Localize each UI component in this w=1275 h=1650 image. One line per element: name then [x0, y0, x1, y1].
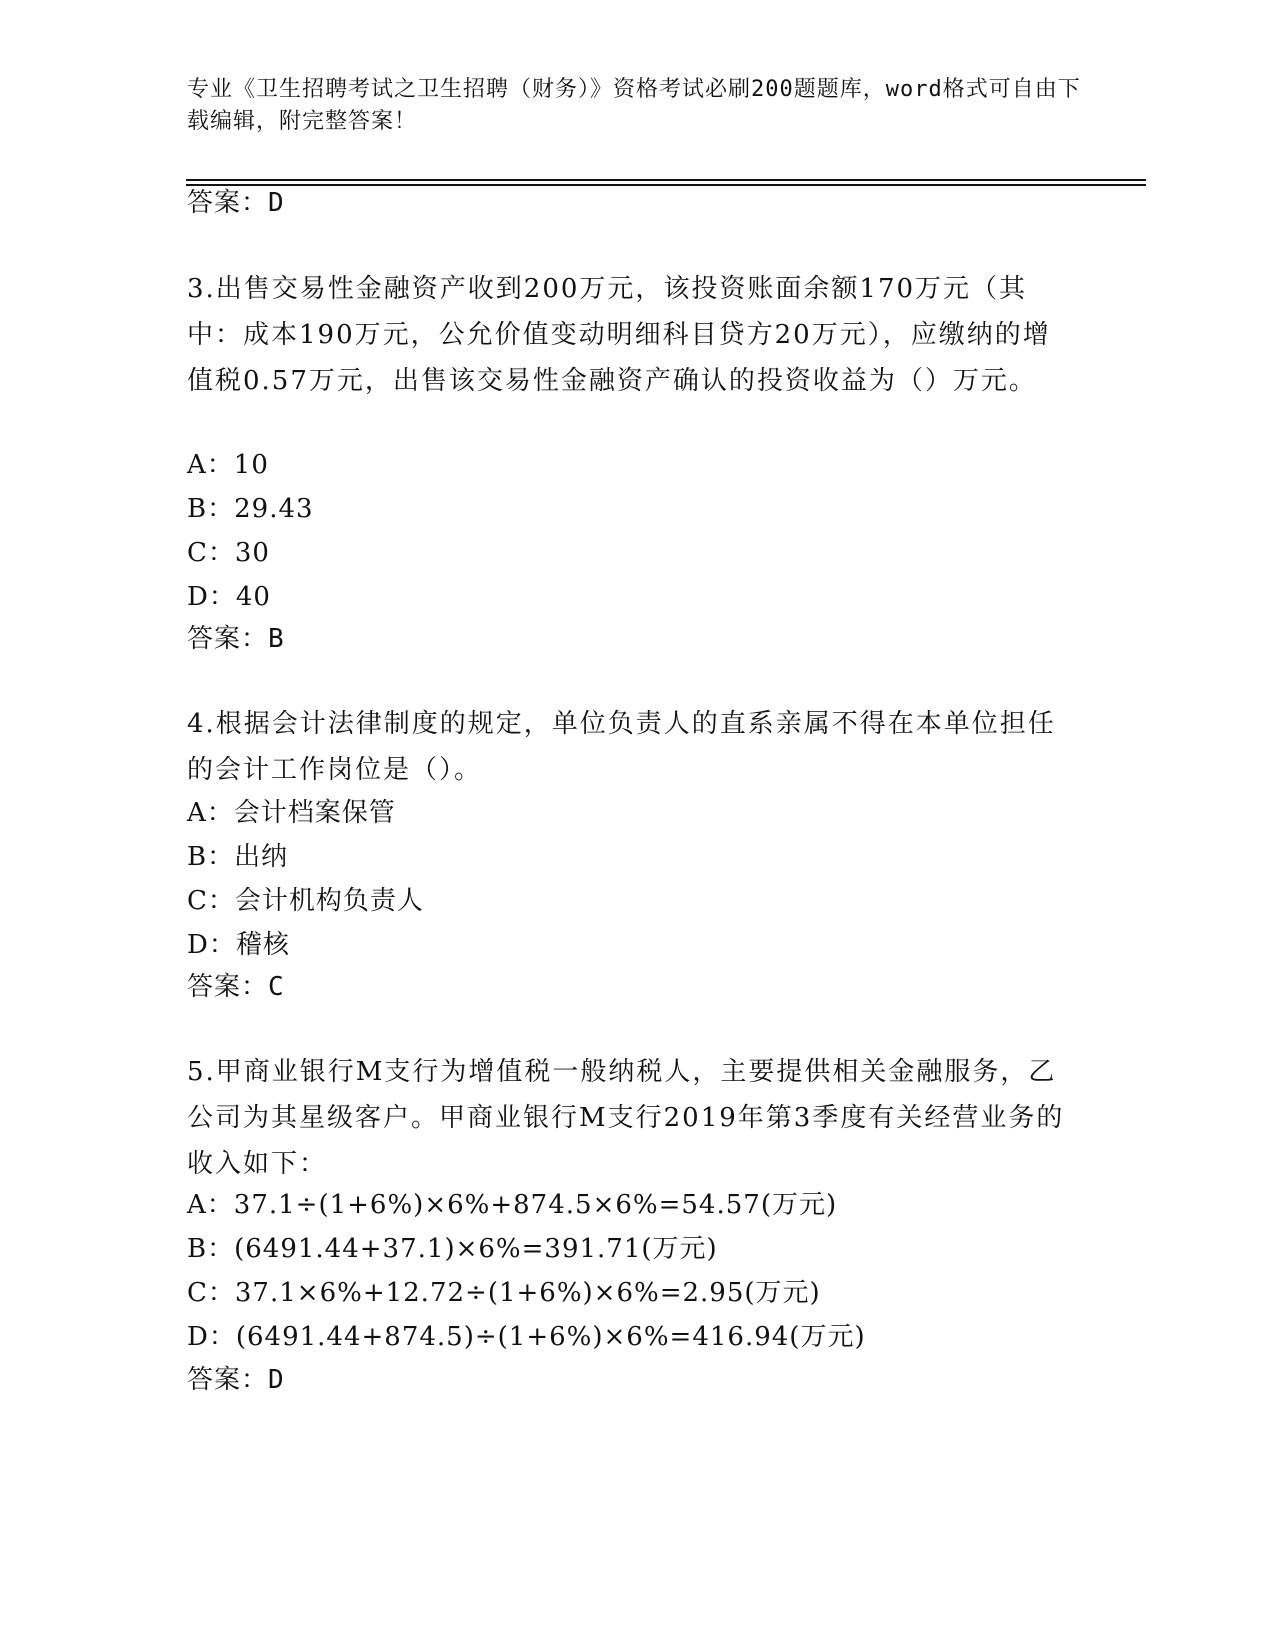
question-5-option-c: C：37.1×6%+12.72÷(1+6%)×6%=2.95(万元)	[187, 1278, 821, 1308]
question-5-answer: 答案：D	[187, 1365, 285, 1395]
question-4-option-c: C：会计机构负责人	[187, 886, 424, 916]
question-4-option-d: D：稽核	[187, 930, 290, 960]
document-header: 专业《卫生招聘考试之卫生招聘（财务）》资格考试必刷200题题库，word格式可自由下载编辑，附完整答案！	[187, 77, 1081, 134]
header-rule-double	[186, 184, 1146, 186]
question-5-text: 5.甲商业银行M支行为增值税一般纳税人，主要提供相关金融服务，乙公司为其星级客户。甲商业银行M支行2019年第3季度有关经营业务的收入如下：	[187, 1057, 1065, 1179]
question-3-option-c: C：30	[187, 538, 270, 568]
question-4-option-a: A：会计档案保管	[187, 798, 396, 828]
header-rule	[186, 179, 1146, 181]
question-3-text: 3.出售交易性金融资产收到200万元，该投资账面余额170万元（其中：成本190万元，公允价值变动明细科目贷方20万元），应缴纳的增值税0.57万元，出售该交易性金融资产确认的投资收益为（）万元。	[187, 274, 1051, 396]
question-5-option-a: A：37.1÷(1+6%)×6%+874.5×6%=54.57(万元)	[187, 1190, 838, 1220]
question-5-option-d: D：(6491.44+874.5)÷(1+6%)×6%=416.94(万元)	[187, 1322, 866, 1352]
question-5-option-b: B：(6491.44+37.1)×6%=391.71(万元)	[187, 1234, 718, 1264]
question-3-option-d: D：40	[187, 582, 271, 612]
question-4-option-b: B：出纳	[187, 842, 289, 872]
question-3-answer: 答案：B	[187, 624, 285, 654]
question-4-answer: 答案：C	[187, 972, 285, 1002]
question-3-option-a: A：10	[187, 450, 269, 480]
answer-previous: 答案：D	[187, 188, 285, 218]
question-4-text: 4.根据会计法律制度的规定，单位负责人的直系亲属不得在本单位担任的会计工作岗位是（）。	[187, 709, 1056, 785]
question-3-option-b: B：29.43	[187, 494, 314, 524]
